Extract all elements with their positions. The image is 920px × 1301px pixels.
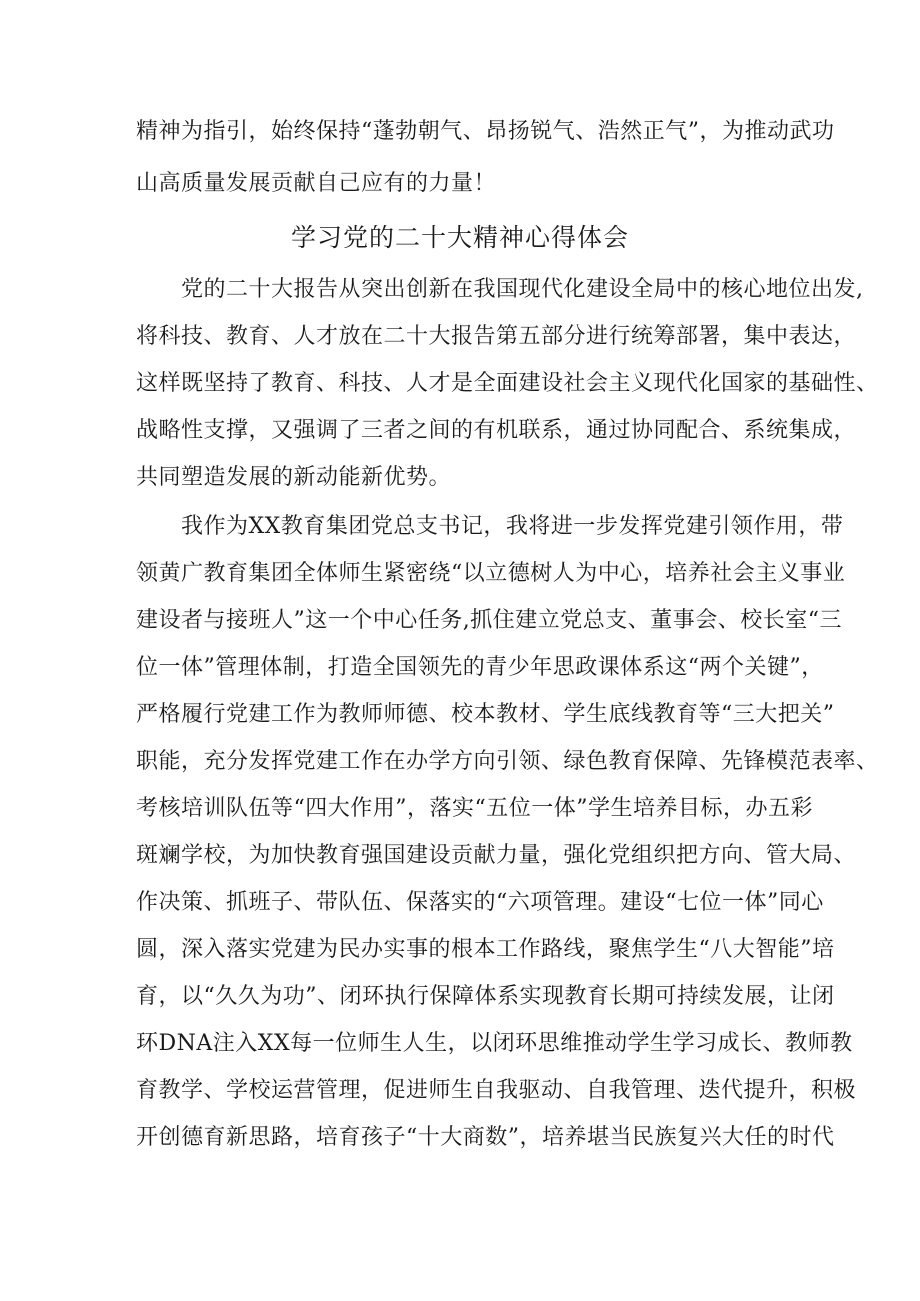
paragraph-line: 育教学、学校运营管理，促进师生自我驱动、自我管理、迭代提升，积极 (136, 1078, 857, 1103)
paragraph-line: 圆，深入落实党建为民办实事的根本工作路线，聚焦学生“八大智能”培 (136, 937, 835, 962)
paragraph-line: 考核培训队伍等“四大作用”，落实“五位一体”学生培养目标，办五彩 (136, 796, 813, 821)
paragraph-line: 职能，充分发挥党建工作在办学方向引领、绿色教育保障、先锋模范表率、 (136, 749, 879, 774)
paragraph-line: 领黄广教育集团全体师生紧密绕“以立德树人为中心，培养社会主义事业 (136, 561, 846, 586)
paragraph-line: 将科技、教育、人才放在二十大报告第五部分进行统筹部署，集中表达， (136, 324, 857, 349)
paragraph-line: 党的二十大报告从突出创新在我国现代化建设全局中的核心地位出发, (136, 277, 864, 302)
paragraph-line: 我作为XX教育集团党总支书记，我将进一步发挥党建引领作用，带 (136, 514, 844, 539)
paragraph-line: 建设者与接班人”这一个中心任务,抓住建立党总支、董事会、校长室“三 (136, 608, 842, 633)
paragraph-line: 严格履行党建工作为教师师德、校本教材、学生底线教育等“三大把关” (136, 702, 835, 727)
document-title: 学习党的二十大精神心得体会 (290, 223, 629, 252)
paragraph-line: 作决策、抓班子、带队伍、保落实的“六项管理。建设“七位一体”同心 (136, 890, 824, 915)
paragraph-line: 环DNA注入XX每一位师生人生，以闭环思维推动学生学习成长、教师教 (136, 1031, 853, 1056)
paragraph-line: 位一体”管理体制，打造全国领先的青少年思政课体系这“两个关键”， (136, 655, 824, 680)
paragraph-line: 开创德育新思路，培育孩子“十大商数”，培养堪当民族复兴大任的时代 (136, 1125, 835, 1150)
paragraph-line: 战略性支撑，又强调了三者之间的有机联系，通过协同配合、系统集成， (136, 418, 857, 443)
intro-line: 山高质量发展贡献自己应有的力量！ (136, 171, 497, 196)
paragraph-line: 共同塑造发展的新动能新优势。 (136, 465, 452, 490)
paragraph-line: 这样既坚持了教育、科技、人才是全面建设社会主义现代化国家的基础性、 (136, 371, 879, 396)
paragraph-line: 育，以“久久为功”、闭环执行保障体系实现教育长期可持续发展，让闭 (136, 984, 835, 1009)
paragraph-line: 斑斓学校，为加快教育强国建设贡献力量，强化党组织把方向、管大局、 (136, 843, 857, 868)
intro-line: 精神为指引，始终保持“蓬勃朝气、昂扬锐气、浩然正气”，为推动武功 (136, 119, 835, 144)
